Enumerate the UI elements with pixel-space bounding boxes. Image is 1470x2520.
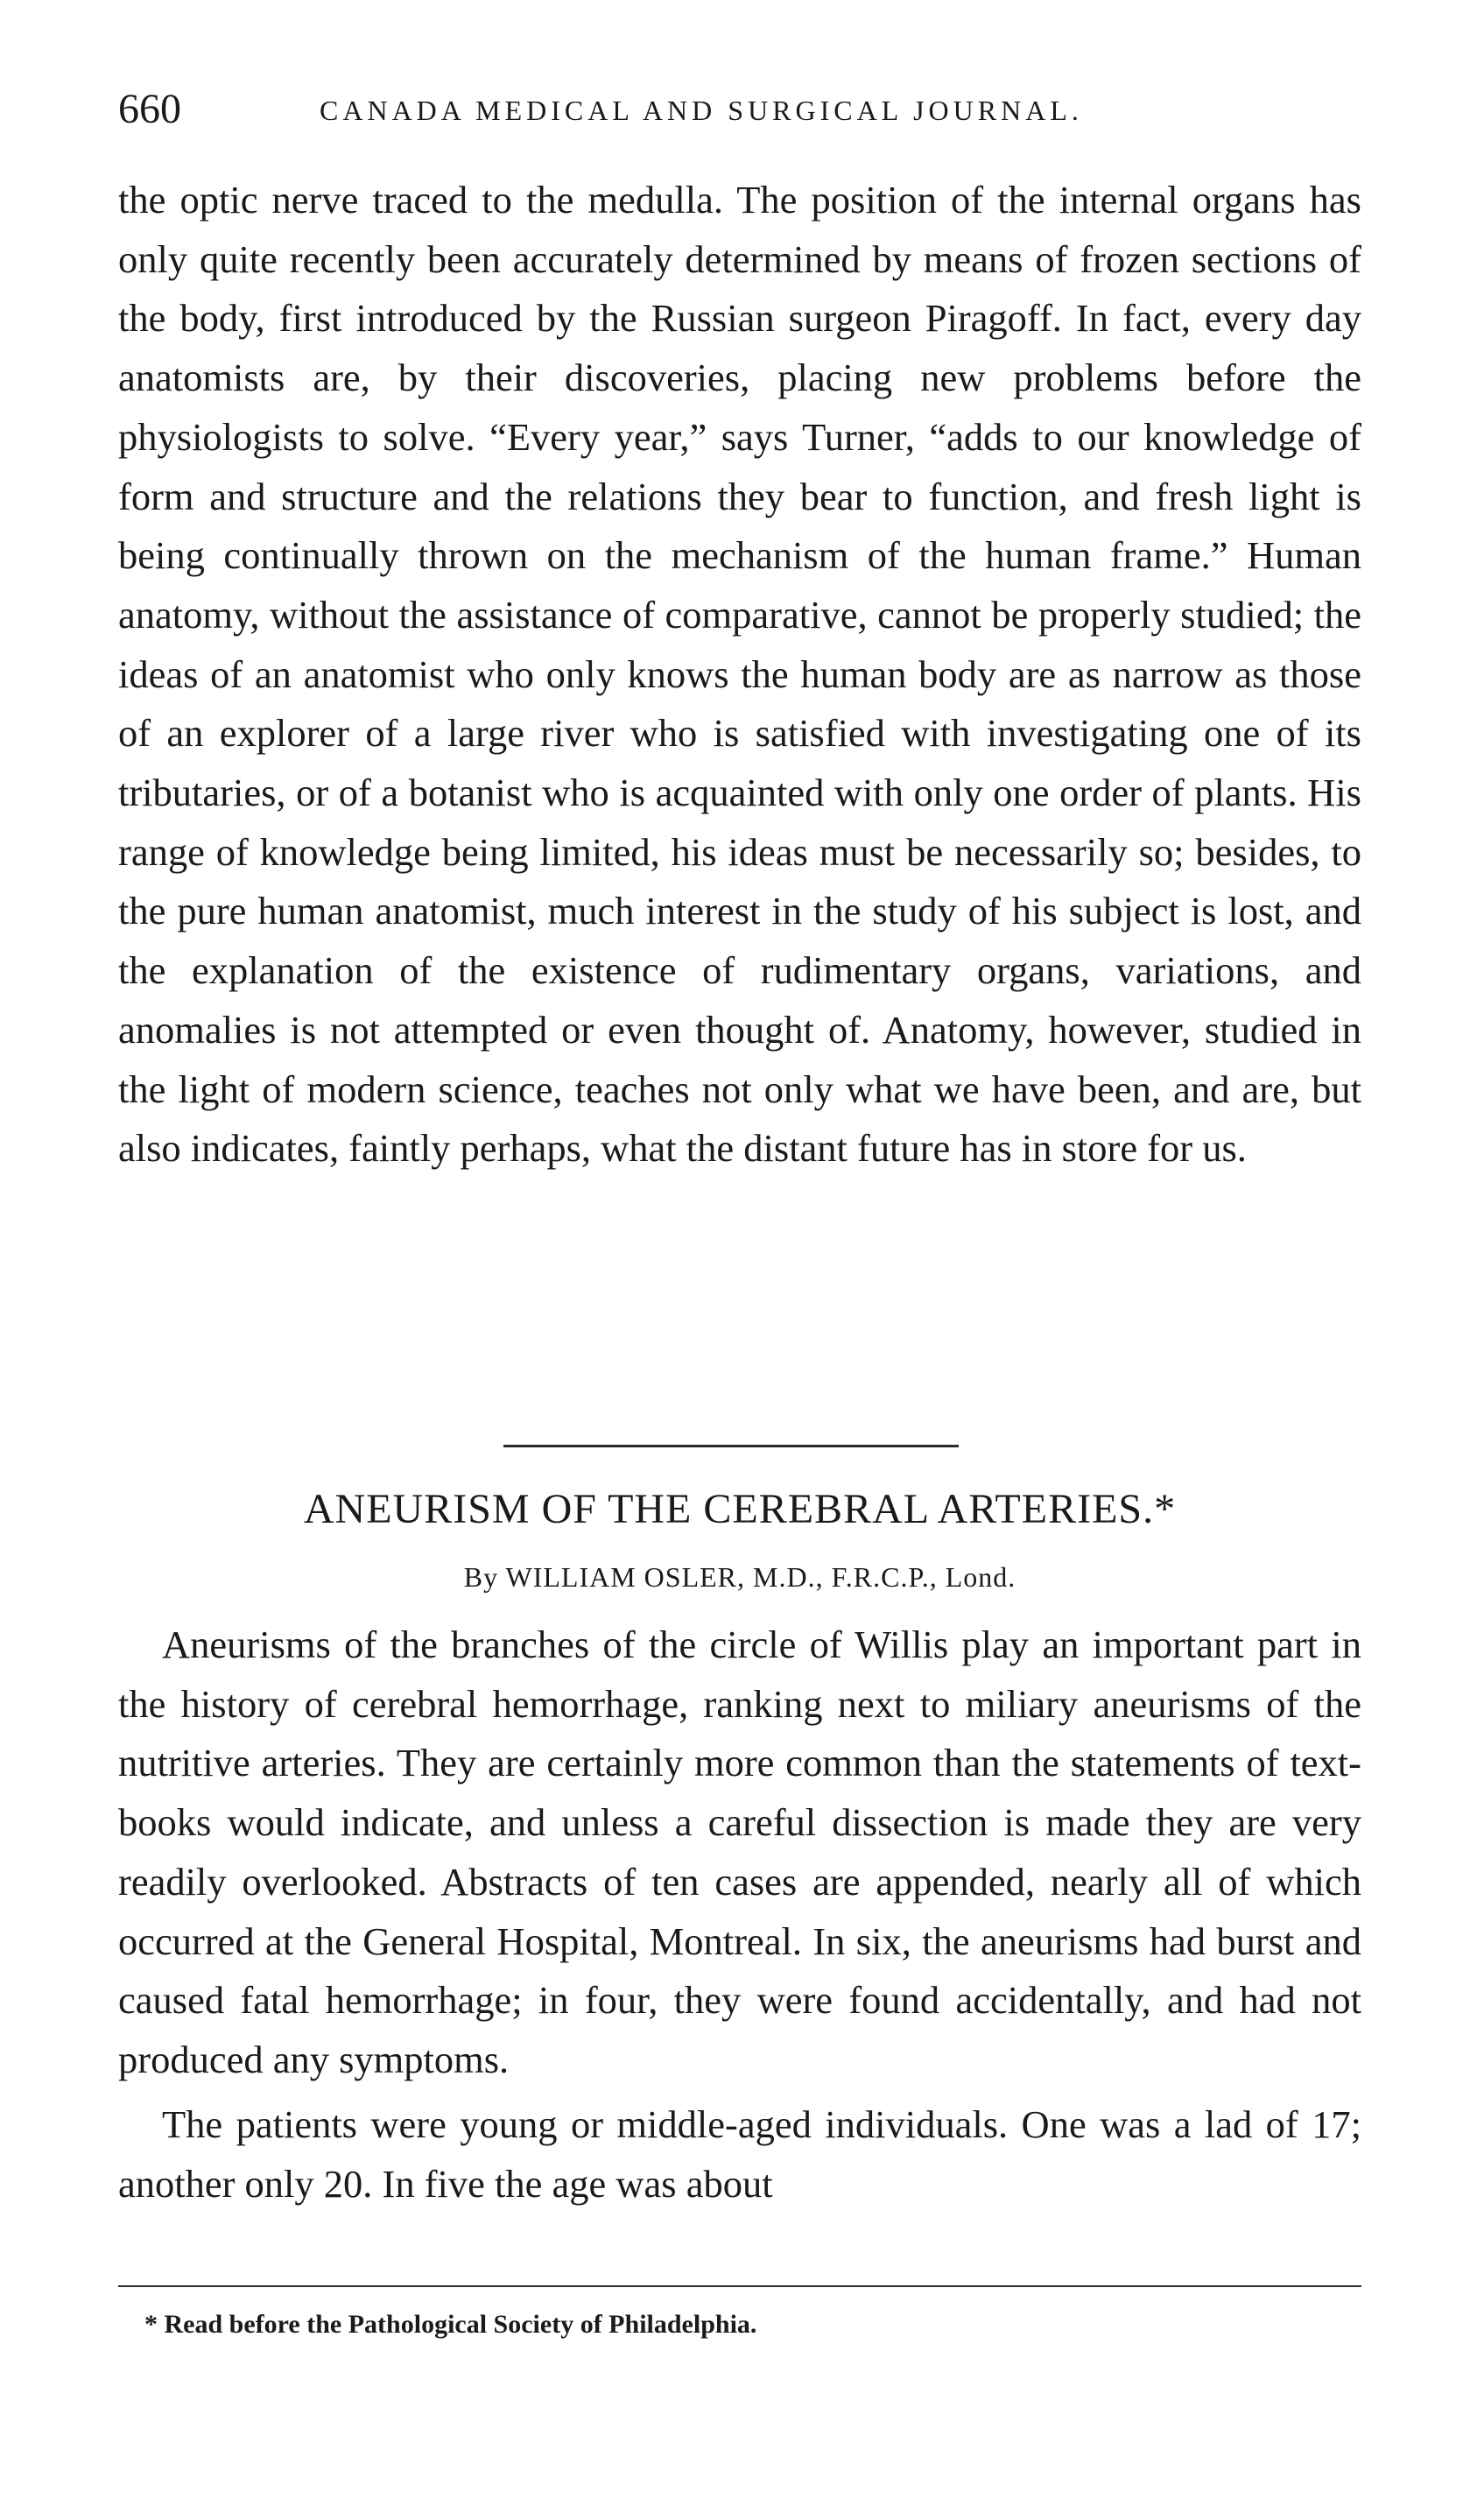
footnote-divider [118,2285,1361,2287]
footnote: * Read before the Pathological Society of Philadelphia. [144,2310,757,2339]
page-number: 660 [118,86,181,132]
article-byline: By WILLIAM OSLER, M.D., F.R.C.P., Lond. [463,1561,1016,1593]
article-paragraph: Aneurisms of the branches of the circle of Willis play an important part in the history of cerebral hemorrhage, ranking next to miliary aneurisms of the nutritive arteries. They are certainly more common than the statements of text-books would indicate, and unless a careful dissection is made they are very readily overlooked. Abstracts of ten cases are appended, nearly all of which occurred at the General Hospital, Montreal. In six, the aneurisms had burst and caused fatal hemorrhage; in four, they were found accidentally, and had not produced any symptoms. [118,1623,1361,2081]
article-title: ANEURISM OF THE CEREBRAL ARTERIES.* [303,1486,1177,1532]
opening-paragraph: the optic nerve traced to the medulla. The position of the internal organs has only quite recently been accurately determined by means of frozen sections of the body, first introduced by the Russian surgeon Piragoff. In fact, every day anatomists are, by their discoveries, placing new problems before the physiologists to solve. “Every year,” says Turner, “adds to our knowledge of form and structure and the relations they bear to function, and fresh light is being continually thrown on the mechanism of the human frame.” Human anatomy, without the assistance of comparative, cannot be properly studied; the ideas of an anatomist who only knows the human body are as narrow as those of an explorer of a large river who is satisfied with investigating one of its tributaries, or of a botanist who is acquainted with only one order of plants. His range of knowledge being limited, his ideas must be necessarily so; besides, to the pure human anatomist, much interest in the study of his subject is lost, and the explanation of the existence of rudimentary organs, variations, and anomalies is not attempted or even thought of. Anatomy, however, studied in the light of modern science, teaches not only what we have been, and are, but also indicates, faintly perhaps, what the distant future has in store for us. [118,178,1361,1171]
section-divider [503,1445,959,1447]
running-head [118,83,1361,136]
article-paragraph: The patients were young or middle-aged individuals. One was a lad of 17; another only 20. In five the age was about [118,2102,1361,2206]
journal-title: CANADA MEDICAL AND SURGICAL JOURNAL. [320,95,1083,126]
